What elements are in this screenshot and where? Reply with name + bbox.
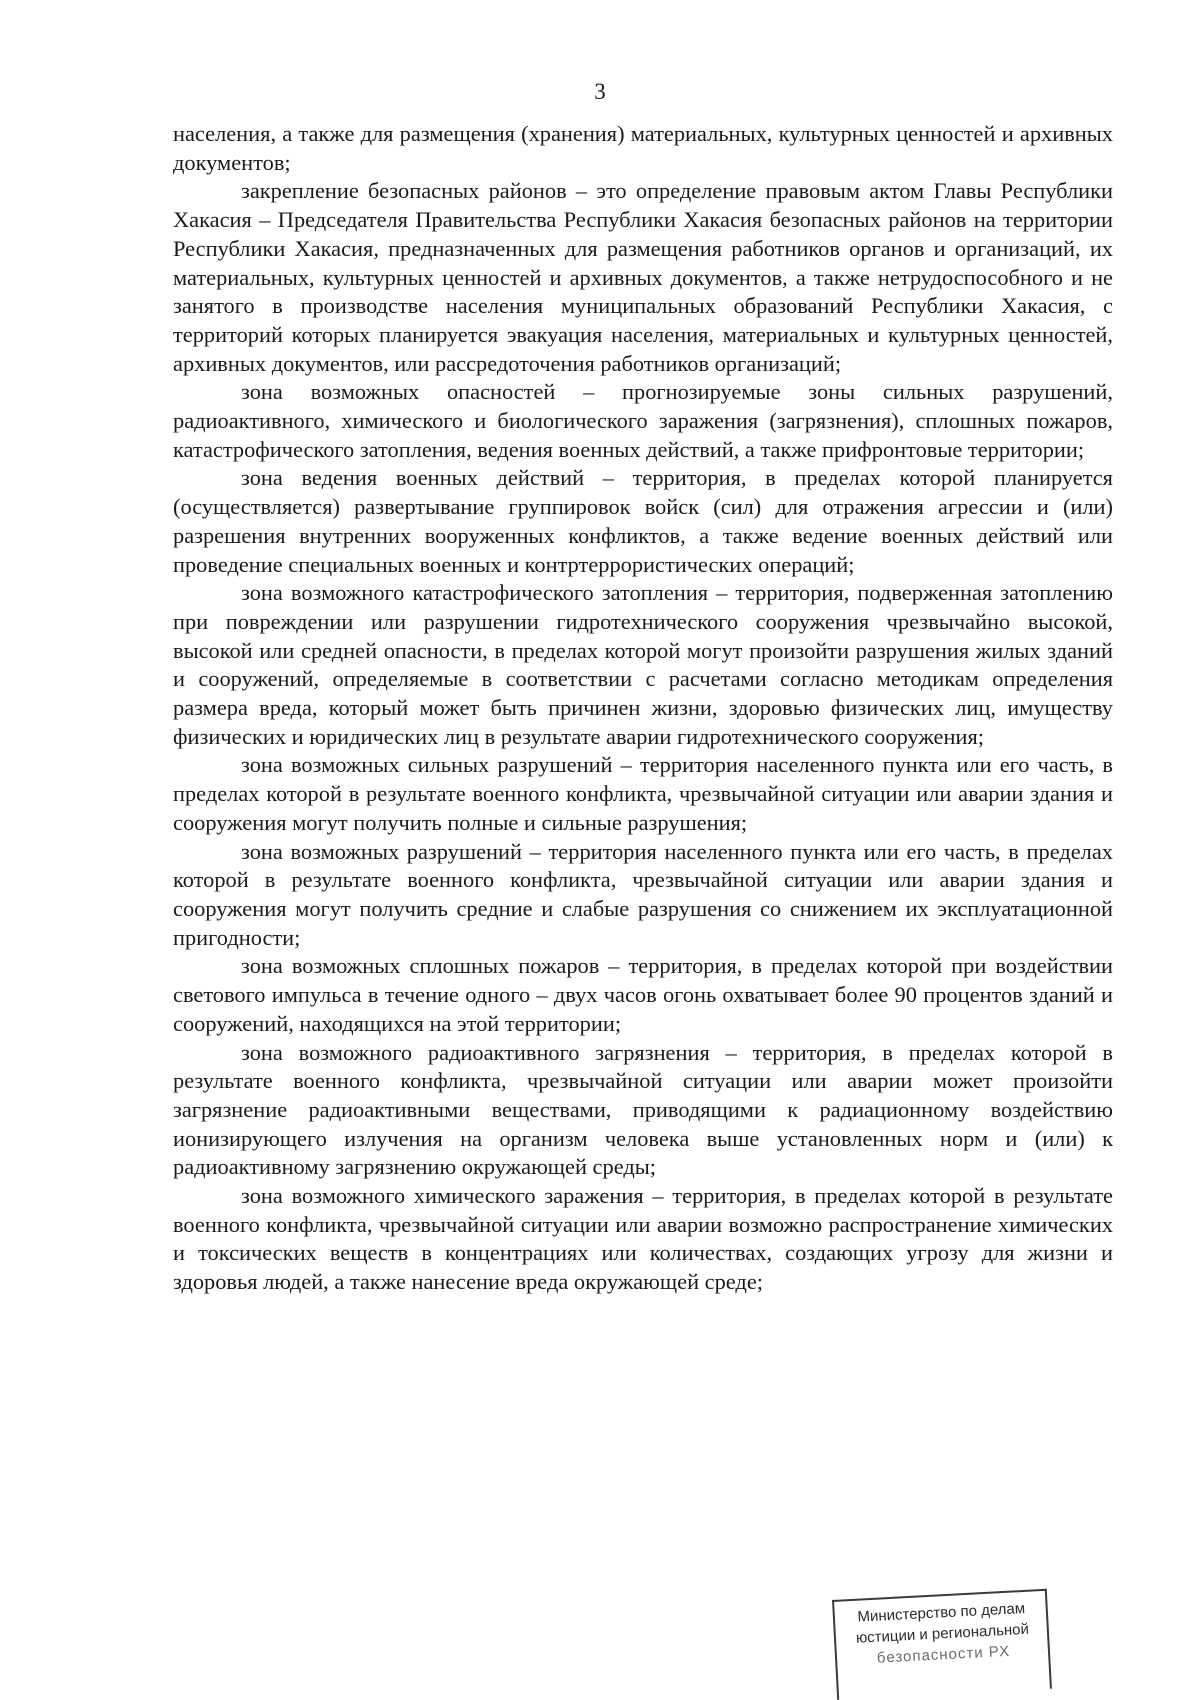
stamp-line: юстиции и региональной (855, 1620, 1030, 1647)
registration-stamp (832, 1589, 1052, 1700)
stamp-line: Министерство по делам (857, 1599, 1026, 1626)
paragraph-chemical-zone-definition: зона возможного химического заражения – территория, в пределах которой в результате военного конфликта, чрезвычайной ситуации или аварии возможно распространение химических и токсических веществ в концентрациях или количествах, создающих угрозу для жизни и здоровья людей, а также нанесение вреда окружающей среде; (173, 1183, 1113, 1295)
document-body (173, 120, 1113, 1297)
page-number: 3 (594, 79, 606, 104)
paragraph-fire-zone-definition: зона возможных сплошных пожаров – территория, в пределах которой при воздействии светового импульса в течение одного – двух часов огонь охватывает более 90 процентов зданий и сооружений, находящихся на этой территории; (173, 953, 1113, 1036)
paragraph-danger-zone-definition: зона возможных опасностей – прогнозируемые зоны сильных разрушений, радиоактивного, химического и биологического заражения (загрязнения), сплошных пожаров, катастрофического затопления, ведения военных действий, а также прифронтовые территории; (173, 379, 1113, 462)
paragraph-military-zone-definition: зона ведения военных действий – территория, в пределах которой планируется (осуществляется) развертывание группировок войск (сил) для отражения агрессии и (или) разрешения внутренних вооруженных конфликтов, а также ведение военных действий или проведение специальных военных и контртеррористических операций; (173, 465, 1113, 577)
paragraph-destruction-zone-definition: зона возможных разрушений – территория населенного пункта или его часть, в пределах которой в результате военного конфликта, чрезвычайной ситуации или аварии здания и сооружения могут получить средние и слабые разрушения со снижением их эксплуатационной пригодности; (173, 838, 1113, 950)
stamp-line: безопасности РХ (876, 1642, 1011, 1667)
paragraph-safe-areas-definition: закрепление безопасных районов – это определение правовым актом Главы Республики Хакасия – Председателя Правительства Республики Хакасия безопасных районов на территории Республики Хакасия, предназначенных для размещения работников органов и организаций, их материальных, культурных ценностей и архивных документов, а также нетрудоспособного и не занятого в производстве населения муниципальных образований Республики Хакасия, с территорий которых планируется эвакуация населения, материальных и культурных ценностей, архивных документов, или рассредоточения работников организаций; (173, 178, 1113, 376)
paragraph-flood-zone-definition: зона возможного катастрофического затопления – территория, подверженная затоплению при повреждении или разрушении гидротехнического сооружения чрезвычайно высокой, высокой или средней опасности, в пределах которой могут произойти разрушения жилых зданий и сооружений, определяемые в соответствии с расчетами согласно методикам определения размера вреда, который может быть причинен жизни, здоровью физических лиц, имуществу физических и юридических лиц в результате аварии гидротехнического сооружения; (173, 580, 1113, 749)
paragraph-severe-destruction-zone-definition: зона возможных сильных разрушений – территория населенного пункта или его часть, в пределах которой в результате военного конфликта, чрезвычайной ситуации или аварии здания и сооружения могут получить полные и сильные разрушения; (173, 752, 1113, 835)
paragraph-radioactive-zone-definition: зона возможного радиоактивного загрязнения – территория, в пределах которой в результате военного конфликта, чрезвычайной ситуации или аварии может произойти загрязнение радиоактивными веществами, приводящими к радиационному воздействию ионизирующего излучения на организм человека выше установленных норм и (или) к радиоактивному загрязнению окружающей среды; (173, 1039, 1113, 1180)
paragraph: населения, а также для размещения (хранения) материальных, культурных ценностей и архивных документов; (173, 121, 1113, 175)
